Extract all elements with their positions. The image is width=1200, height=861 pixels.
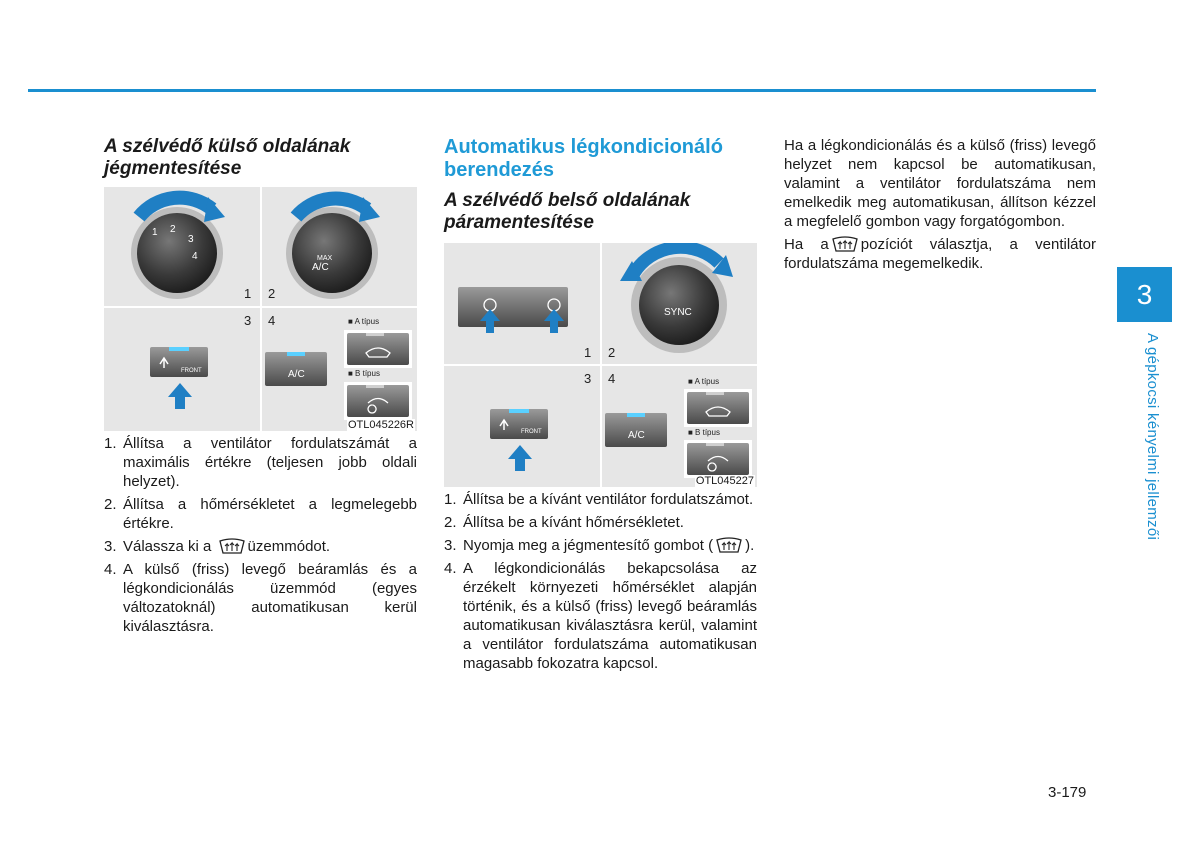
list-item: 1. Állítsa a ventilátor fordulatszámát a maximális értékre (teljesen jobb oldali helyzet). <box>104 435 417 490</box>
list-item: 4. A külső (friss) levegő beáramlás és a légkondicionálás üzemmód (egyes változatoknál) automatikusan kerül kiválasztásra. <box>104 561 417 635</box>
max-label: MAX <box>317 255 333 262</box>
list-item: 1. Állítsa be a kívánt ventilátor fordulatszámot. <box>444 491 754 508</box>
figure-outside-defrost-drawing <box>104 187 417 431</box>
left-heading: A szélvédő külső oldalának jégmentesítése <box>104 136 351 179</box>
chapter-number-tab: 3 <box>1117 267 1172 322</box>
ac-button-label: A/C <box>628 430 645 441</box>
list-item: 2. Állítsa be a kívánt hőmérsékletet. <box>444 514 684 531</box>
figure-number: 3 <box>584 371 592 386</box>
left-steps <box>104 434 417 636</box>
figure-number: 2 <box>608 345 616 360</box>
middle-subheading: A szélvédő belső oldalának páramentesítése <box>444 190 691 233</box>
figure-number: 4 <box>608 371 616 386</box>
windshield-defrost-icon <box>715 537 743 553</box>
right-paragraph: Ha a légkondicionálás és a külső (friss) levegő helyzet nem kapcsol be automatikusan, valamint a ventilátor fordulatszáma nem emelkedik meg automatikusan, állítson kézzel a megfelelő gombon vagy forgatógombon. <box>784 137 1096 230</box>
figure-code: OTL045227 <box>695 475 754 487</box>
type-b-label: ■ B típus <box>688 428 720 437</box>
middle-steps <box>444 490 757 673</box>
right-column <box>784 136 1096 277</box>
list-item: 2. Állítsa a hőmérsékletet a legmelegebb értékre. <box>104 496 417 532</box>
list-item: 3. Nyomja meg a jégmentesítő gombot ( ). <box>444 537 755 554</box>
figure-code: OTL045226R <box>347 419 414 431</box>
dial-number: 1 <box>152 227 158 238</box>
middle-heading: Automatikus légkondicionáló berendezés <box>444 136 723 181</box>
type-b-label: ■ B típus <box>348 369 380 378</box>
figure-number: 1 <box>244 286 252 301</box>
dial-number: 2 <box>170 224 176 235</box>
ac-label: A/C <box>312 262 329 273</box>
figure-inside-defog <box>444 243 757 487</box>
windshield-defrost-icon <box>218 538 246 554</box>
figure-number: 3 <box>244 313 252 328</box>
dial-number: 3 <box>188 234 194 245</box>
page-number: 3-179 <box>1048 784 1087 801</box>
chapter-title: A gépkocsi kényelmi jellemzői <box>1144 333 1161 541</box>
figure-number: 4 <box>268 313 276 328</box>
list-item: 3. Válassza ki a üzemmódot. <box>104 538 331 555</box>
figure-outside-defrost <box>104 187 417 431</box>
windshield-defrost-icon <box>831 236 859 252</box>
right-paragraph: Ha a pozíciót választja, a ventilátor fordulatszáma megemelkedik. <box>784 236 1096 272</box>
figure-inside-defog-drawing <box>444 243 757 487</box>
dial-number: 4 <box>192 251 198 262</box>
front-label: FRONT <box>521 429 542 435</box>
list-item: 4. A légkondicionálás bekapcsolása az érzékelt környezeti hőmérséklet alapján történik, és a külső (friss) levegő beáramlás automatikusan kiválasztásra kerül, valamint a ventilátor fordulatszáma automatikusan magasabb fokozatra kapcsol. <box>444 560 757 672</box>
figure-number: 1 <box>584 345 592 360</box>
figure-number: 2 <box>268 286 276 301</box>
header-rule <box>28 89 1096 92</box>
sync-label: SYNC <box>664 307 692 318</box>
front-label: FRONT <box>181 368 202 374</box>
left-column <box>104 136 417 640</box>
type-a-label: ■ A típus <box>688 377 720 386</box>
middle-column <box>444 136 757 677</box>
ac-button-label: A/C <box>288 369 305 380</box>
type-a-label: ■ A típus <box>348 317 380 326</box>
